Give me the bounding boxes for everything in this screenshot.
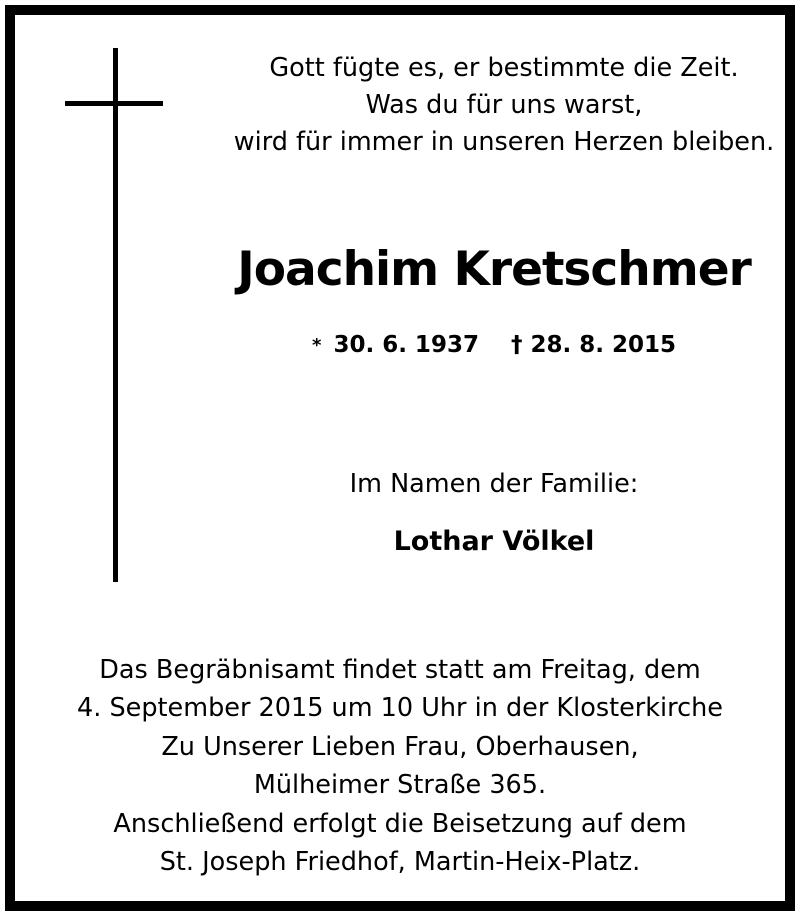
family-label: Im Namen der Familie: bbox=[349, 469, 639, 499]
death-date: 28. 8. 2015 bbox=[530, 332, 676, 358]
death-symbol-icon: † bbox=[510, 332, 523, 358]
life-dates bbox=[214, 332, 774, 358]
family-name: Lothar Völkel bbox=[393, 526, 595, 557]
cross-horizontal-bar bbox=[65, 101, 163, 106]
verse-line: wird für immer in unseren Herzen bleiben. bbox=[233, 127, 775, 157]
cross-vertical-bar bbox=[113, 48, 118, 582]
verse-line: Was du für uns warst, bbox=[365, 90, 643, 120]
funeral-line: Das Begräbnisamt findet statt am Freitag, dem bbox=[99, 655, 701, 685]
funeral-line: Anschließend erfolgt die Beisetzung auf dem bbox=[113, 808, 687, 839]
deceased-name: Joachim Kretschmer bbox=[237, 242, 751, 297]
verse bbox=[214, 50, 794, 161]
funeral-line: Mülheimer Straße 365. bbox=[253, 770, 547, 801]
funeral-line: St. Joseph Friedhof, Martin-Heix-Platz. bbox=[159, 847, 641, 878]
funeral-line: 4. September 2015 um 10 Uhr in der Klosterkirche bbox=[77, 693, 723, 724]
birth-symbol-icon: * bbox=[312, 335, 322, 356]
funeral-line: Zu Unserer Lieben Frau, Oberhausen, bbox=[161, 731, 639, 762]
funeral-details bbox=[25, 651, 775, 881]
verse-line: Gott fügte es, er bestimmte die Zeit. bbox=[269, 53, 739, 83]
birth-date: 30. 6. 1937 bbox=[333, 332, 479, 358]
